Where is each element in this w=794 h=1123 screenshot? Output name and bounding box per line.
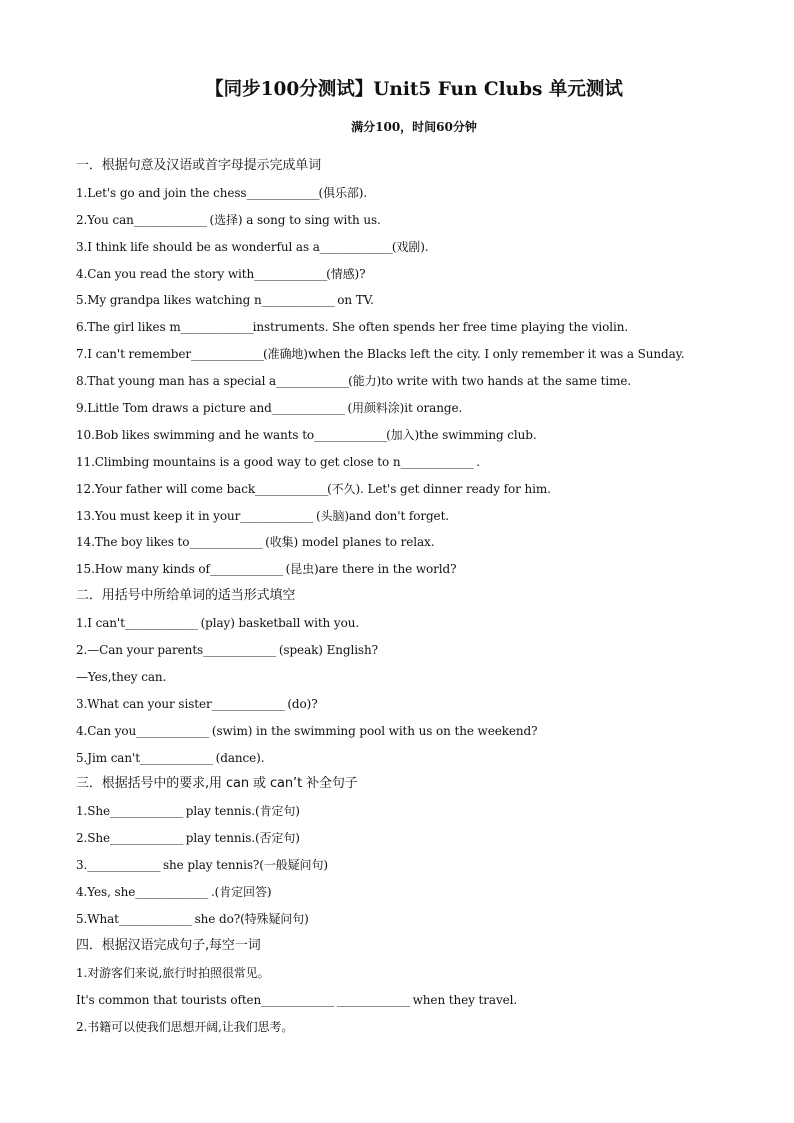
answer-blank: _______________	[319, 239, 392, 254]
section-heading: 四．根据汉语完成句子,每空一词	[76, 937, 261, 953]
section-heading: 一．根据句意及汉语或首字母提示完成单词	[76, 158, 322, 173]
answer-blank: _______________	[135, 885, 208, 900]
exercise-content	[76, 153, 734, 1040]
exercise-line: 13.You must keep it in your_______________ (头脑)and don't forget.	[76, 508, 449, 523]
answer-blank: _______________	[189, 535, 262, 550]
exercise-line: 1.对游客们来说,旅行时拍照很常见。	[76, 965, 270, 980]
exercise-line: 7.I can't remember_______________(准确地)when the Blacks left the city. I only remember it was a Sunday.	[76, 347, 685, 362]
answer-blank: _______________	[254, 266, 327, 281]
exercise-line: 2.She_______________ play tennis.(否定句)	[76, 831, 300, 846]
exercise-line: 3.What can your sister_______________ (do)?	[76, 696, 318, 711]
answer-blank: _______________	[110, 804, 183, 819]
exercise-line: 3._______________ she play tennis?(一般疑问句)	[76, 858, 328, 873]
answer-blank: _______________	[314, 427, 387, 442]
page-title: 【同步100分测试】Unit5 Fun Clubs 单元测试	[205, 79, 623, 100]
answer-blank: _______________	[190, 347, 263, 362]
section-heading: 二．用括号中所给单词的适当形式填空	[76, 588, 296, 604]
exercise-line: 9.Little Tom draws a picture and_______________ (用颜料涂)it orange.	[76, 401, 463, 416]
exercise-line: 4.Can you_______________ (swim) in the swimming pool with us on the weekend?	[76, 723, 538, 738]
answer-blank: _______________	[211, 696, 284, 711]
exercise-line: 2.You can_______________ (选择) a song to sing with us.	[76, 212, 381, 227]
section-heading: 三．根据括号中的要求,用 can 或 can’t 补全句子	[76, 776, 358, 792]
answer-blank: _______________	[261, 992, 334, 1007]
answer-blank: _______________	[110, 831, 183, 846]
answer-blank: _______________	[209, 562, 282, 577]
exercise-line: 5.Jim can't_______________ (dance).	[76, 750, 265, 765]
exercise-line: 1.Let's go and join the chess_______________(俱乐部).	[76, 185, 368, 200]
exercise-line: 15.How many kinds of_______________ (昆虫)are there in the world?	[76, 562, 457, 577]
exercise-line: —Yes,they can.	[76, 669, 167, 684]
exercise-line: It's common that tourists often_______________ _______________ when they travel.	[76, 992, 518, 1007]
answer-blank: _______________	[240, 508, 313, 523]
exercise-line: 6.The girl likes m_______________instruments. She often spends her free time playing the violin.	[76, 320, 629, 335]
exercise-line: 1.I can't_______________ (play) basketball with you.	[76, 616, 360, 631]
answer-blank: _______________	[180, 320, 253, 335]
exercise-line: 8.That young man has a special a_______________(能力)to write with two hands at the same time.	[76, 374, 632, 389]
page-subtitle: 满分100，时间60分钟	[351, 120, 477, 134]
exercise-line: 1.She_______________ play tennis.(肯定句)	[76, 804, 300, 819]
exercise-line: 10.Bob likes swimming and he wants to_______________(加入)the swimming club.	[76, 427, 537, 442]
exercise-line: 5.My grandpa likes watching n_______________ on TV.	[76, 293, 374, 308]
answer-blank: _______________	[261, 293, 334, 308]
exercise-line: 12.Your father will come back_______________(不久). Let's get dinner ready for him.	[76, 481, 551, 496]
answer-blank: _______________	[118, 911, 191, 926]
answer-blank: _______________	[203, 643, 276, 658]
exercise-line: 4.Can you read the story with_______________(情感)?	[76, 266, 366, 281]
answer-blank: _______________	[87, 858, 160, 873]
answer-blank: _______________	[336, 992, 409, 1007]
answer-blank: _______________	[136, 723, 209, 738]
answer-blank: _______________	[133, 212, 206, 227]
answer-blank: _______________	[271, 401, 344, 416]
exercise-line: 14.The boy likes to_______________ (收集) model planes to relax.	[76, 535, 435, 550]
answer-blank: _______________	[139, 750, 212, 765]
exercise-line: 2.书籍可以使我们思想开阔,让我们思考。	[76, 1019, 294, 1034]
answer-blank: _______________	[276, 374, 349, 389]
answer-blank: _______________	[124, 616, 197, 631]
exercise-line: 11.Climbing mountains is a good way to get close to n_______________ .	[76, 454, 480, 469]
answer-blank: _______________	[246, 185, 319, 200]
exercise-line: 5.What_______________ she do?(特殊疑问句)	[76, 911, 309, 926]
answer-blank: _______________	[400, 454, 473, 469]
exercise-line: 2.—Can your parents_______________ (speak) English?	[76, 643, 378, 658]
answer-blank: _______________	[255, 481, 328, 496]
exercise-line: 3.I think life should be as wonderful as a_______________(戏剧).	[76, 239, 429, 254]
exercise-line: 4.Yes, she_______________ .(肯定回答)	[76, 885, 272, 900]
